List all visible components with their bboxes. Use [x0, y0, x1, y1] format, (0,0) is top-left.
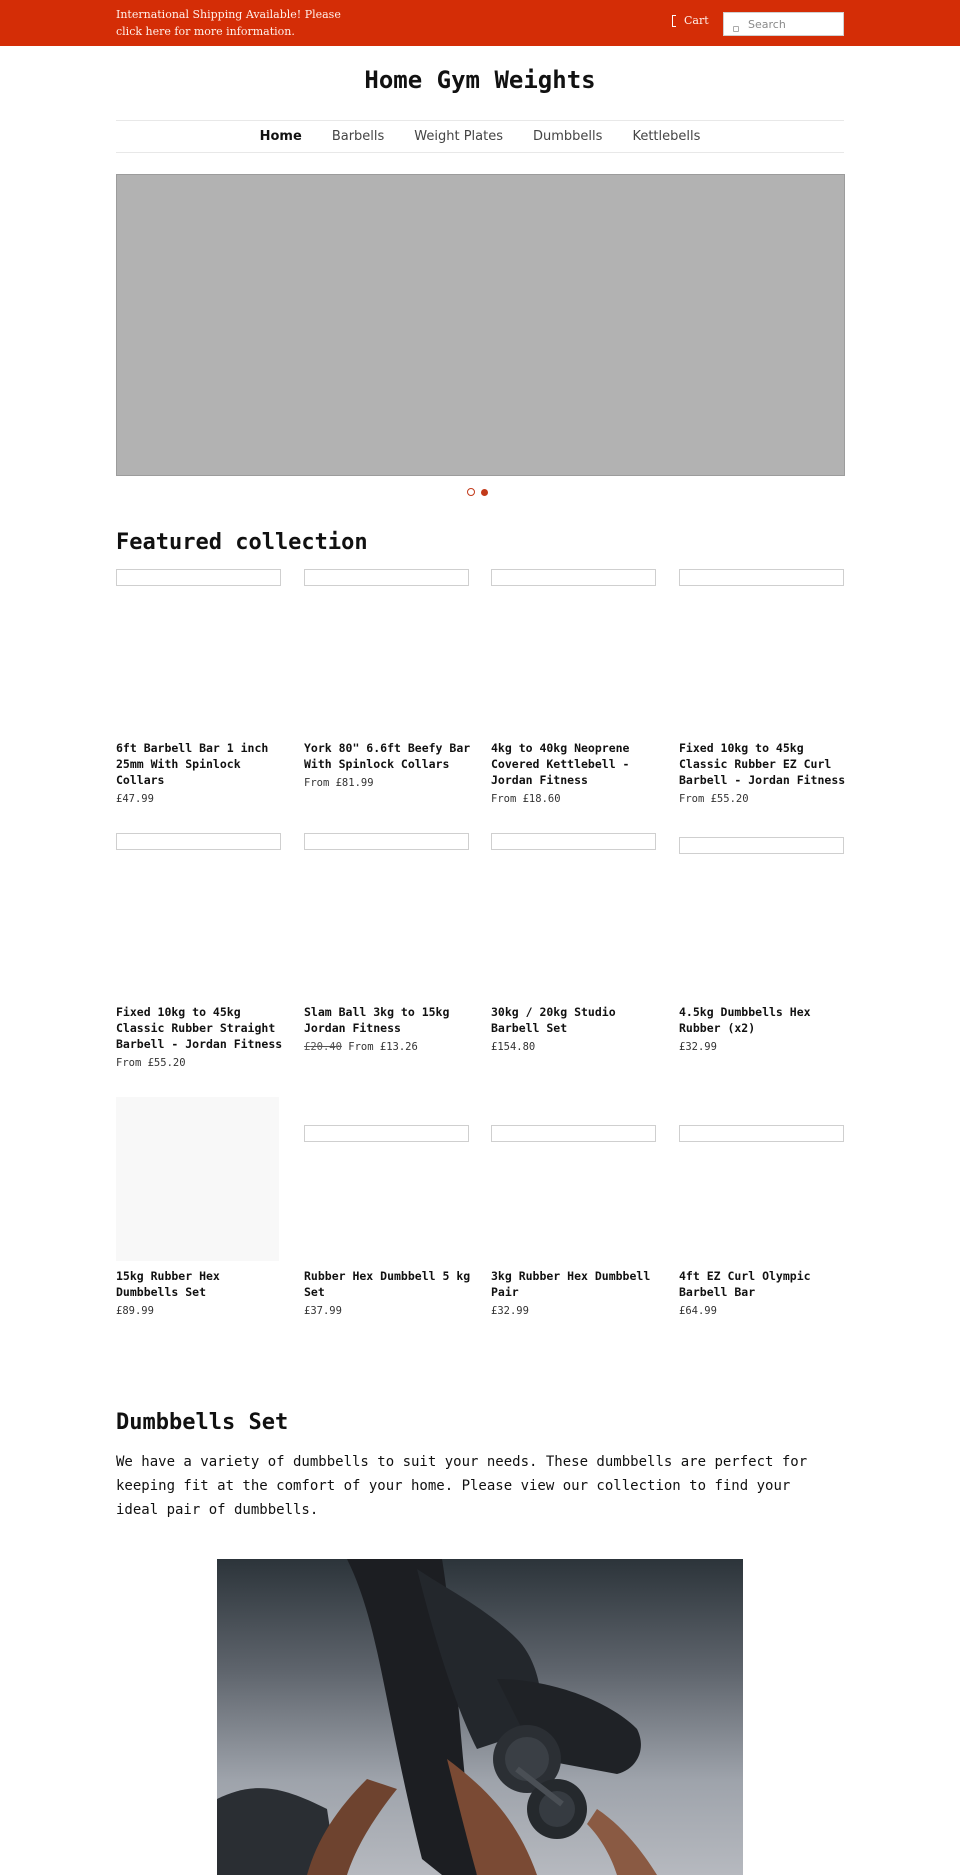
product-title[interactable]: 6ft Barbell Bar 1 inch 25mm With Spinlock Collars: [116, 741, 269, 787]
main-nav: [116, 120, 844, 153]
site-title[interactable]: Home Gym Weights: [364, 66, 596, 94]
nav-item-kettlebells[interactable]: Kettlebells: [632, 129, 701, 144]
about-section-title: Dumbbells Set: [116, 1410, 289, 1435]
announcement-bar: [0, 0, 960, 46]
product-price: From £18.60: [491, 793, 561, 805]
workout-photo-art: [217, 1559, 743, 1875]
slide-dot-1[interactable]: [467, 488, 475, 496]
product-price: £32.99: [679, 1041, 717, 1053]
nav-item-weight-plates[interactable]: Weight Plates: [414, 129, 504, 144]
cart-icon: [672, 15, 676, 27]
search-icon[interactable]: [733, 26, 739, 32]
product-title[interactable]: 3kg Rubber Hex Dumbbell Pair: [491, 1269, 651, 1299]
product-image[interactable]: [491, 1125, 656, 1142]
product-title[interactable]: York 80" 6.6ft Beefy Bar With Spinlock Collars: [304, 741, 471, 771]
product-title[interactable]: Fixed 10kg to 45kg Classic Rubber EZ Curl Barbell - Jordan Fitness: [679, 741, 846, 787]
product-image[interactable]: [304, 569, 469, 586]
product-price: From £55.20: [116, 1057, 186, 1069]
product-image[interactable]: [679, 569, 844, 586]
product-price: £154.80: [491, 1041, 536, 1053]
dumbbell-workout-photo: [217, 1559, 743, 1875]
nav-item-barbells[interactable]: Barbells: [331, 129, 385, 144]
product-image[interactable]: [116, 1097, 279, 1261]
product-price: £32.99: [491, 1305, 529, 1317]
product-title[interactable]: 30kg / 20kg Studio Barbell Set: [491, 1005, 616, 1035]
product-price: £89.99: [116, 1305, 154, 1317]
search-input[interactable]: [748, 15, 840, 33]
about-section-text: We have a variety of dumbbells to suit your needs. These dumbbells are perfect for keeping fit at the comfort of your home. Please view our collection to find your ideal pair of dumbbells.: [116, 1454, 808, 1518]
product-title[interactable]: Fixed 10kg to 45kg Classic Rubber Straight Barbell - Jordan Fitness: [116, 1005, 283, 1051]
sale-price: From £13.26: [348, 1041, 418, 1053]
search-box: [723, 12, 844, 36]
cart-link[interactable]: [672, 14, 709, 27]
product-title[interactable]: 15kg Rubber Hex Dumbbells Set: [116, 1269, 220, 1299]
product-title[interactable]: Slam Ball 3kg to 15kg Jordan Fitness: [304, 1005, 450, 1035]
product-title[interactable]: 4.5kg Dumbbells Hex Rubber (x2): [679, 1005, 811, 1035]
product-title[interactable]: 4kg to 40kg Neoprene Covered Kettlebell - Jordan Fitness: [491, 741, 630, 787]
featured-collection-title: Featured collection: [116, 530, 368, 555]
product-price: £64.99: [679, 1305, 717, 1317]
product-price: From £55.20: [679, 793, 749, 805]
product-title[interactable]: 4ft EZ Curl Olympic Barbell Bar: [679, 1269, 811, 1299]
hero-slideshow[interactable]: [116, 174, 845, 476]
slide-dot-2[interactable]: [481, 489, 488, 496]
product-image[interactable]: [304, 833, 469, 850]
product-price: From £81.99: [304, 777, 374, 789]
announcement-link[interactable]: International Shipping Available! Please click here for more information.: [116, 8, 341, 38]
product-title[interactable]: Rubber Hex Dumbbell 5 kg Set: [304, 1269, 471, 1299]
product-image[interactable]: [491, 569, 656, 586]
product-image[interactable]: [116, 833, 281, 850]
slideshow-dots: [467, 488, 488, 496]
nav-item-dumbbells[interactable]: Dumbbells: [533, 129, 603, 144]
product-image[interactable]: [679, 1125, 844, 1142]
product-image[interactable]: [679, 837, 844, 854]
product-price: [304, 1041, 418, 1053]
nav-item-home[interactable]: Home: [259, 129, 302, 144]
product-image[interactable]: [116, 569, 281, 586]
product-image[interactable]: [491, 833, 656, 850]
compare-price: £20.40: [304, 1041, 342, 1053]
cart-label: Cart: [684, 14, 709, 27]
product-image[interactable]: [304, 1125, 469, 1142]
product-price: £37.99: [304, 1305, 342, 1317]
product-price: £47.99: [116, 793, 154, 805]
